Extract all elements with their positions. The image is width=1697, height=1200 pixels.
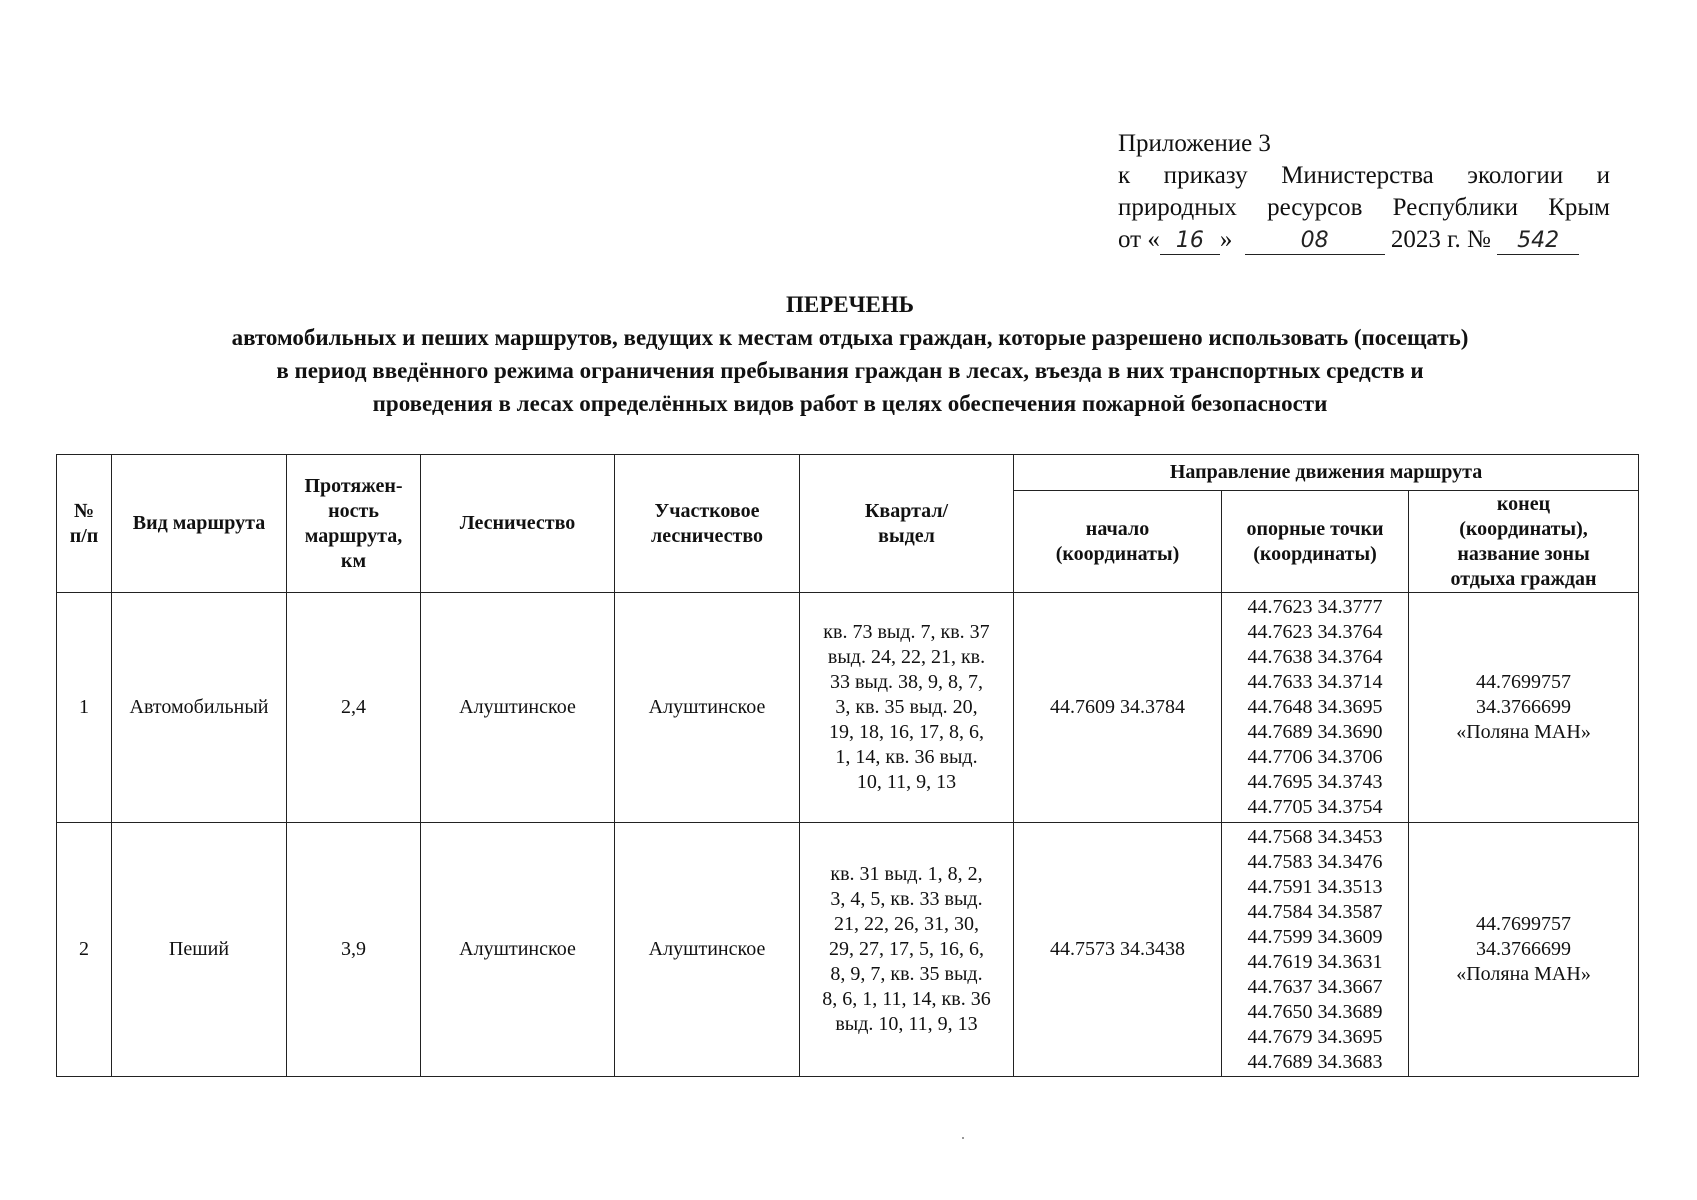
waypoint-coordinate: 44.7637 34.3667	[1247, 975, 1383, 998]
header-waypoints-line: (координаты)	[1253, 542, 1377, 565]
title-line-1: автомобильных и пеших маршрутов, ведущих к местам отдыха граждан, которые разрешено использовать (посещать)	[231, 325, 1469, 350]
waypoint-coordinate: 44.7623 34.3764	[1247, 621, 1383, 644]
cell-district-forestry: Алуштинское	[615, 823, 800, 1077]
header-district-line: лесничество	[650, 524, 764, 547]
quarter-line: 3, 4, 5, кв. 33 выд.	[830, 888, 983, 911]
header-start	[1014, 491, 1222, 593]
quarter-line: 8, 9, 7, кв. 35 выд.	[830, 963, 983, 986]
waypoint-coordinate: 44.7633 34.3714	[1247, 671, 1383, 694]
end-line: 34.3766699	[1476, 938, 1572, 961]
header-start-line: (координаты)	[1055, 542, 1180, 565]
cell-number: 2	[57, 823, 112, 1077]
cell-length: 3,9	[287, 823, 421, 1077]
document-title	[60, 288, 1640, 420]
scan-speck	[962, 1137, 964, 1139]
end-line: 44.7699757	[1476, 671, 1572, 694]
header-quarter	[800, 455, 1014, 593]
waypoint-coordinate: 44.7638 34.3764	[1247, 646, 1383, 669]
header-route-type: Вид маршрута	[112, 455, 287, 593]
waypoint-coordinate: 44.7583 34.3476	[1247, 850, 1383, 873]
waypoint-coordinate: 44.7706 34.3706	[1247, 746, 1383, 769]
cell-waypoints	[1222, 593, 1409, 823]
cell-length: 2,4	[287, 593, 421, 823]
waypoint-coordinate: 44.7623 34.3777	[1247, 596, 1383, 619]
quarter-line: 8, 6, 1, 11, 14, кв. 36	[822, 988, 991, 1011]
date-prefix: от «	[1118, 226, 1160, 253]
waypoint-coordinate: 44.7568 34.3453	[1247, 825, 1383, 848]
appendix-date-line	[1118, 224, 1610, 256]
header-waypoints-line: опорные точки	[1246, 517, 1384, 540]
header-district-forestry	[615, 455, 800, 593]
quarter-line: 21, 22, 26, 31, 30,	[834, 913, 979, 936]
header-length-line: км	[340, 549, 367, 572]
header-number-line: п/п	[69, 524, 99, 547]
waypoint-coordinate: 44.7705 34.3754	[1247, 796, 1383, 819]
appendix-ministry-line: природных ресурсов Республики Крым	[1118, 194, 1610, 221]
cell-end	[1409, 823, 1639, 1077]
cell-number: 1	[57, 593, 112, 823]
title-heading: ПЕРЕЧЕНЬ	[786, 292, 914, 317]
header-length-line: ность	[328, 499, 379, 522]
quarter-line: 1, 14, кв. 36 выд.	[835, 746, 978, 769]
table-row	[57, 593, 1639, 823]
end-line: 34.3766699	[1476, 696, 1572, 719]
cell-quarter	[800, 593, 1014, 823]
header-waypoints	[1222, 491, 1409, 593]
quarter-line: 3, кв. 35 выд. 20,	[835, 696, 978, 719]
end-line: «Поляна МАН»	[1456, 963, 1591, 986]
cell-quarter	[800, 823, 1014, 1077]
header-length-line: маршрута,	[304, 524, 403, 547]
year-text: 2023 г. №	[1390, 226, 1491, 253]
cell-start-coordinates: 44.7609 34.3784	[1014, 593, 1222, 823]
header-end-line: название зоны	[1457, 542, 1590, 565]
cell-forestry: Алуштинское	[421, 823, 615, 1077]
cell-end	[1409, 593, 1639, 823]
cell-waypoints	[1222, 823, 1409, 1077]
quarter-line: 29, 27, 17, 5, 16, 6,	[829, 938, 984, 961]
end-line: 44.7699757	[1476, 913, 1572, 936]
header-quarter-line: Квартал/	[864, 499, 949, 522]
waypoint-coordinate: 44.7679 34.3695	[1247, 1025, 1383, 1048]
quarter-line: 10, 11, 9, 13	[856, 771, 957, 794]
header-number-line: №	[73, 499, 95, 522]
appendix-order-line: к приказу Министерства экологии и	[1118, 162, 1610, 189]
title-line-3: проведения в лесах определённых видов работ в целях обеспечения пожарной безопасности	[372, 391, 1328, 416]
quarter-line: 33 выд. 38, 9, 8, 7,	[829, 671, 984, 694]
header-length	[287, 455, 421, 593]
routes-table-body	[57, 593, 1639, 1077]
cell-district-forestry: Алуштинское	[615, 593, 800, 823]
end-line: «Поляна МАН»	[1456, 721, 1591, 744]
quarter-line: кв. 31 выд. 1, 8, 2,	[830, 863, 983, 886]
waypoint-coordinate: 44.7619 34.3631	[1247, 950, 1383, 973]
handwritten-number: 542	[1497, 228, 1579, 255]
header-end-line: (координаты),	[1459, 517, 1588, 540]
quarter-line: кв. 73 выд. 7, кв. 37	[823, 621, 990, 644]
waypoint-coordinate: 44.7591 34.3513	[1247, 875, 1383, 898]
waypoint-coordinate: 44.7648 34.3695	[1247, 696, 1383, 719]
header-end-line: отдыха граждан	[1450, 567, 1597, 590]
waypoint-coordinate: 44.7695 34.3743	[1247, 771, 1383, 794]
title-line-2: в период введённого режима ограничения пребывания граждан в лесах, въезда в них транспортных средств и	[276, 358, 1424, 383]
date-mid: »	[1219, 226, 1233, 253]
header-end	[1409, 491, 1639, 593]
table-row	[57, 823, 1639, 1077]
handwritten-day: 16	[1160, 228, 1220, 255]
header-end-line: конец	[1496, 492, 1551, 515]
waypoint-coordinate: 44.7689 34.3690	[1247, 721, 1383, 744]
header-length-line: Протяжен-	[304, 474, 403, 497]
handwritten-month: 08	[1245, 228, 1385, 255]
cell-forestry: Алуштинское	[421, 593, 615, 823]
quarter-line: выд. 24, 22, 21, кв.	[827, 646, 986, 669]
appendix-header	[1118, 128, 1610, 256]
quarter-line: 19, 18, 16, 17, 8, 6,	[829, 721, 984, 744]
waypoint-coordinate: 44.7599 34.3609	[1247, 925, 1383, 948]
header-start-line: начало	[1085, 517, 1150, 540]
header-quarter-line: выдел	[878, 524, 935, 547]
waypoint-coordinate: 44.7689 34.3683	[1247, 1050, 1383, 1073]
waypoint-coordinate: 44.7650 34.3689	[1247, 1000, 1383, 1023]
routes-table	[56, 454, 1639, 1077]
header-number	[57, 455, 112, 593]
cell-start-coordinates: 44.7573 34.3438	[1014, 823, 1222, 1077]
appendix-label: Приложение 3	[1118, 130, 1271, 157]
cell-route-type: Пеший	[112, 823, 287, 1077]
header-direction: Направление движения маршрута	[1014, 455, 1639, 491]
cell-route-type: Автомобильный	[112, 593, 287, 823]
quarter-line: выд. 10, 11, 9, 13	[835, 1013, 978, 1036]
waypoint-coordinate: 44.7584 34.3587	[1247, 900, 1383, 923]
header-district-line: Участковое	[654, 499, 760, 522]
header-forestry: Лесничество	[421, 455, 615, 593]
